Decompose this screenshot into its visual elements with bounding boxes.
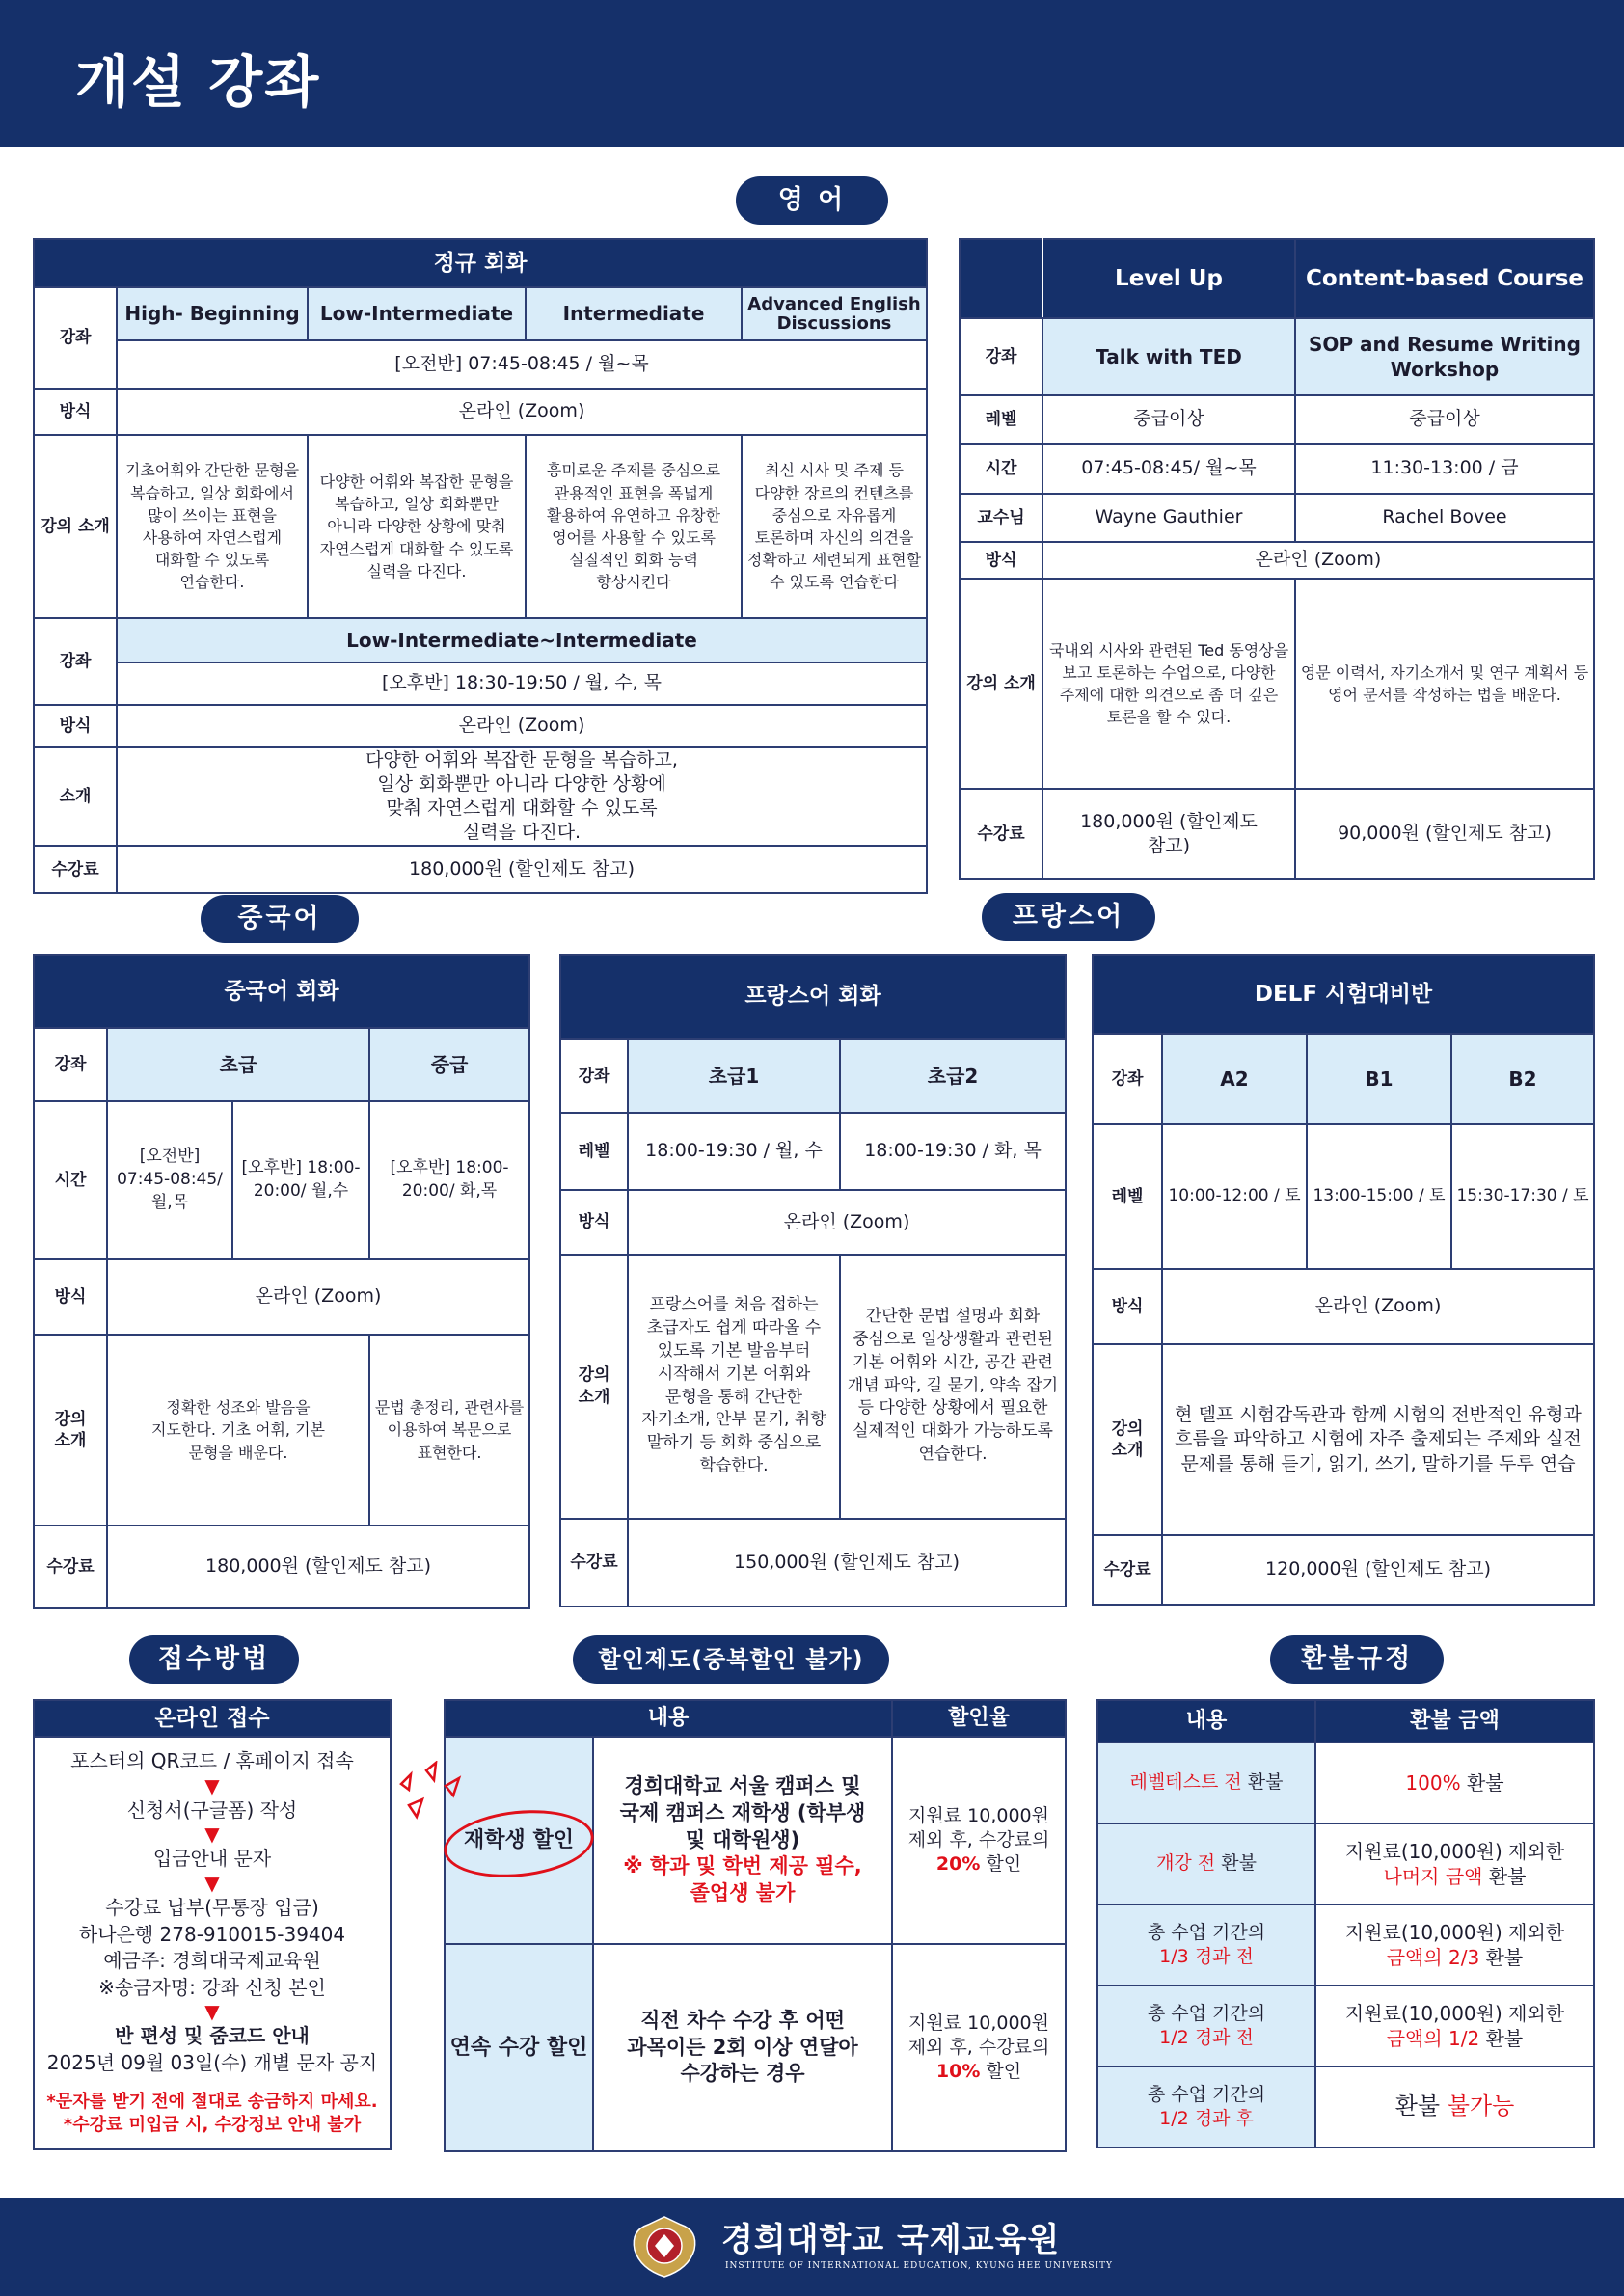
label-time: 시간 [34, 1101, 107, 1259]
apply-steps [34, 1737, 391, 2149]
delf-table [1092, 954, 1595, 1606]
label-method: 방식 [34, 389, 117, 435]
payment-holder: 예금주: 경희대국제교육원 [103, 1949, 321, 1973]
discount-content-consecutive: 직전 차수 수강 후 어떤 과목이든 2회 이상 연달아 수강하는 경우 [593, 1944, 892, 2151]
label-level: 레벨 [560, 1113, 628, 1189]
label-intro: 강의 소개 [34, 1335, 107, 1526]
level-beginner-1: 18:00-19:30 / 월, 수 [628, 1113, 840, 1189]
evening-course: Low-Intermediate~Intermediate [117, 618, 927, 662]
discount-student-desc: 경희대학교 서울 캠퍼스 및 국제 캠퍼스 재학생 (학부생 및 대학원생) [619, 1774, 866, 1851]
section-pill-refund: 환불규정 [1270, 1635, 1444, 1684]
section-pill-discount: 할인제도(중복할인 불가) [573, 1635, 889, 1684]
sparkle-doodle-icon [390, 1761, 469, 1823]
label-fee: 수강료 [960, 789, 1042, 879]
level-sop: 중급이상 [1295, 395, 1594, 444]
apply-title: 온라인 접수 [34, 1700, 391, 1737]
refund-amount-5: 환불 불가능 [1315, 2066, 1594, 2147]
fee-sop: 90,000원 (할인제도 참고) [1295, 789, 1594, 879]
label-level: 레벨 [1093, 1124, 1162, 1269]
time-morning: [오전반] 07:45-08:45/ 월,목 [107, 1101, 232, 1259]
discount-rate-student [892, 1737, 1066, 1944]
label-method: 방식 [1093, 1269, 1162, 1344]
discount-rate-desc: 지원료 10,000원 제외 후, 수강료의 [907, 2012, 1050, 2058]
label-course: 강좌 [560, 1039, 628, 1113]
section-pill-chinese: 중국어 [201, 895, 359, 943]
refund-amount-1: 100% 환불 [1315, 1742, 1594, 1823]
course-b2: B2 [1451, 1034, 1594, 1124]
label-fee: 수강료 [1093, 1535, 1162, 1605]
discount-rate-desc: 지원료 10,000원 제외 후, 수강료의 [907, 1804, 1050, 1850]
method-value: 온라인 (Zoom) [117, 389, 927, 435]
label-level: 레벨 [960, 395, 1042, 444]
intro-beginner-1: 프랑스어를 처음 접하는 초급자도 쉽게 따라올 수 있도록 기본 발음부터 시작해서 기본 어휘와 문형을 통해 간단한 자기소개, 안부 묻기, 취향 말하기 등 회화 중심으로 학습한다. [628, 1255, 840, 1519]
section-pill-french: 프랑스어 [982, 893, 1155, 941]
label-fee: 수강료 [34, 846, 117, 893]
label-method: 방식 [560, 1190, 628, 1255]
label-fee: 수강료 [560, 1519, 628, 1607]
teacher-ted: Wayne Gauthier [1042, 494, 1295, 542]
discount-header-rate: 할인율 [892, 1700, 1066, 1737]
discount-header-content: 내용 [445, 1700, 892, 1737]
payment-account: 하나은행 278-910015-39404 [78, 1922, 346, 1946]
discount-table [444, 1699, 1067, 2152]
level-beginner-2: 18:00-19:30 / 화, 목 [840, 1113, 1066, 1189]
discount-content-student [593, 1737, 892, 1944]
label-intro: 강의 소개 [1093, 1344, 1162, 1535]
payment-title: 수강료 납부(무통장 입금) [105, 1895, 319, 1919]
label-course: 강좌 [960, 318, 1042, 395]
course-beginner-1: 초급1 [628, 1039, 840, 1113]
course-b1: B1 [1307, 1034, 1451, 1124]
discount-rate-suffix: 할인 [986, 1853, 1022, 1876]
university-seal-icon [629, 2211, 700, 2281]
special-method: 온라인 (Zoom) [1042, 542, 1594, 579]
label-fee: 수강료 [34, 1526, 107, 1608]
course-low-intermediate: Low-Intermediate [308, 287, 526, 340]
section-pill-english: 영 어 [736, 176, 888, 225]
intro-low-intermediate: 다양한 어휘와 복잡한 문형을 복습하고, 일상 회화뿐만 아니라 다양한 상황에 맞춰 자연스럽게 대화할 수 있도록 실력을 다진다. [308, 435, 526, 618]
course-beginner-2: 초급2 [840, 1039, 1066, 1113]
refund-cond-4: 총 수업 기간의 1/2 경과 전 [1097, 1985, 1315, 2066]
chinese-fee: 180,000원 (할인제도 참고) [107, 1526, 529, 1608]
english-regular-fee: 180,000원 (할인제도 참고) [117, 846, 927, 893]
refund-cond-3: 총 수업 기간의 1/3 경과 전 [1097, 1904, 1315, 1985]
intro-beginner: 정확한 성조와 발음을 지도한다. 기초 어휘, 기본 문형을 배운다. [107, 1335, 369, 1526]
french-fee: 150,000원 (할인제도 참고) [628, 1519, 1066, 1607]
refund-header-amount: 환불 금액 [1315, 1700, 1594, 1742]
discount-label-consecutive: 연속 수강 할인 [445, 1944, 593, 2151]
label-intro: 강의 소개 [960, 579, 1042, 789]
delf-title: DELF 시험대비반 [1093, 955, 1594, 1034]
refund-cond-1: 레벨테스트 전 환불 [1097, 1742, 1315, 1823]
level-ted: 중급이상 [1042, 395, 1295, 444]
header-content-based: Content-based Course [1295, 239, 1594, 318]
header-level-up: Level Up [1042, 239, 1295, 318]
arrow-down-icon: ▼ [204, 1773, 220, 1797]
notice-date: 2025년 09월 03일(수) 개별 문자 공지 [46, 2050, 378, 2074]
label-course-evening: 강좌 [34, 618, 117, 705]
course-sop-resume: SOP and Resume Writing Workshop [1295, 318, 1594, 395]
payment-sender-note: ※송금자명: 강좌 신청 본인 [98, 1975, 326, 1999]
course-high-beginning: High- Beginning [117, 287, 308, 340]
header-bar [0, 0, 1624, 147]
intro-ted: 국내외 시사와 관련된 Ted 동영상을 보고 토론하는 수업으로, 다양한 주제에 대한 의견으로 좀 더 깊은 토론을 할 수 있다. [1042, 579, 1295, 789]
course-intermediate: 중급 [369, 1028, 529, 1101]
time-sop: 11:30-13:00 / 금 [1295, 444, 1594, 494]
intro-advanced: 최신 시사 및 주제 등 다양한 장르의 컨텐츠를 중심으로 자유롭게 토론하며 자신의 의견을 정확하고 세련되게 표현할 수 있도록 연습한다 [742, 435, 927, 618]
intro-intermediate: 흥미로운 주제를 중심으로 관용적인 표현을 폭넓게 활용하여 유연하고 유창한 영어를 사용할 수 있도록 실질적인 회화 능력 향상시킨다 [526, 435, 742, 618]
apply-table [33, 1699, 392, 2150]
footer-institute-subtitle: INSTITUTE OF INTERNATIONAL EDUCATION, KYUNG HEE UNIVERSITY [725, 2261, 1113, 2271]
label-intro: 강의 소개 [560, 1255, 628, 1519]
evening-method: 온라인 (Zoom) [117, 705, 927, 747]
step-form: 신청서(구글폼) 작성 [126, 1797, 298, 1822]
chinese-method: 온라인 (Zoom) [107, 1259, 529, 1335]
label-method: 방식 [960, 542, 1042, 579]
label-course: 강좌 [1093, 1034, 1162, 1124]
course-beginner: 초급 [107, 1028, 369, 1101]
notice-title: 반 편성 및 줌코드 안내 [115, 2024, 310, 2048]
discount-label-student: 재학생 할인 [445, 1737, 593, 1944]
evening-intro: 다양한 어휘와 복잡한 문형을 복습하고, 일상 회화뿐만 아니라 다양한 상황에 맞춰 자연스럽게 대화할 수 있도록 실력을 다진다. [117, 747, 927, 846]
label-method-evening: 방식 [34, 705, 117, 747]
intro-high-beginning: 기초어휘와 간단한 문형을 복습하고, 일상 회화에서 많이 쓰이는 표현을 사용하여 자연스럽게 대화할 수 있도록 연습한다. [117, 435, 308, 618]
fee-ted: 180,000원 (할인제도 참고) [1042, 789, 1295, 879]
delf-method: 온라인 (Zoom) [1162, 1269, 1594, 1344]
time-evening-2: [오후반] 18:00-20:00/ 화,목 [369, 1101, 529, 1259]
evening-schedule: [오후반] 18:30-19:50 / 월, 수, 목 [117, 662, 927, 705]
warning-no-transfer: *문자를 받기 전에 절대로 송금하지 마세요. [46, 2091, 378, 2112]
step-qr: 포스터의 QR코드 / 홈페이지 접속 [70, 1749, 354, 1773]
arrow-down-icon: ▼ [204, 1823, 220, 1847]
label-course: 강좌 [34, 287, 117, 389]
discount-rate-value: 20% [935, 1853, 981, 1876]
page-title: 개설 강좌 [75, 49, 321, 115]
english-regular-title: 정규 회화 [34, 239, 927, 287]
label-course: 강좌 [34, 1028, 107, 1101]
refund-table [1096, 1699, 1595, 2148]
delf-intro: 현 델프 시험감독관과 함께 시험의 전반적인 유형과 흐름을 파악하고 시험에 자주 출제되는 주제와 실전 문제를 통해 듣기, 읽기, 쓰기, 말하기를 두루 연습 [1162, 1344, 1594, 1535]
english-regular-table [33, 238, 928, 894]
arrow-down-icon: ▼ [204, 1871, 220, 1895]
discount-student-note: ※ 학과 및 학번 제공 필수, 졸업생 불가 [623, 1854, 862, 1905]
time-evening-1: [오후반] 18:00-20:00/ 월,수 [232, 1101, 369, 1259]
refund-amount-2: 지원료(10,000원) 제외한 나머지 금액 환불 [1315, 1823, 1594, 1904]
label-time: 시간 [960, 444, 1042, 494]
refund-amount-3: 지원료(10,000원) 제외한 금액의 2/3 환불 [1315, 1904, 1594, 1985]
section-pill-apply: 접수방법 [129, 1635, 299, 1684]
warning-unpaid: *수강료 미입금 시, 수강정보 안내 불가 [63, 2115, 362, 2136]
intro-intermediate: 문법 총정리, 관련사를 이용하여 복문으로 표현한다. [369, 1335, 529, 1526]
english-special-table [959, 238, 1595, 880]
course-talk-with-ted: Talk with TED [1042, 318, 1295, 395]
level-b2: 15:30-17:30 / 토 [1451, 1124, 1594, 1269]
step-sms: 입금안내 문자 [152, 1847, 272, 1871]
course-advanced: Advanced English Discussions [742, 287, 927, 340]
delf-fee: 120,000원 (할인제도 참고) [1162, 1535, 1594, 1605]
level-a2: 10:00-12:00 / 토 [1162, 1124, 1307, 1269]
discount-rate-suffix: 할인 [986, 2061, 1022, 2083]
french-method: 온라인 (Zoom) [628, 1190, 1066, 1255]
intro-sop: 영문 이력서, 자기소개서 및 연구 계획서 등 영어 문서를 작성하는 법을 배운다. [1295, 579, 1594, 789]
refund-cond-5: 총 수업 기간의 1/2 경과 후 [1097, 2066, 1315, 2147]
intro-beginner-2: 간단한 문법 설명과 회화 중심으로 일상생활과 관련된 기본 어휘와 시간, 공간 관련 개념 파악, 길 묻기, 약속 잡기 등 다양한 상황에서 필요한 실제적인 대화가 가능하도록 연습한다. [840, 1255, 1066, 1519]
footer-institute-name: 경희대학교 국제교육원 [721, 2221, 1061, 2259]
discount-rate-value: 10% [935, 2061, 981, 2083]
label-teacher: 교수님 [960, 494, 1042, 542]
course-a2: A2 [1162, 1034, 1307, 1124]
level-b1: 13:00-15:00 / 토 [1307, 1124, 1451, 1269]
arrow-down-icon: ▼ [204, 2000, 220, 2024]
label-intro: 강의 소개 [34, 435, 117, 618]
french-table [559, 954, 1067, 1607]
refund-amount-4: 지원료(10,000원) 제외한 금액의 1/2 환불 [1315, 1985, 1594, 2066]
footer-bar [0, 2198, 1624, 2296]
refund-cond-2: 개강 전 환불 [1097, 1823, 1315, 1904]
time-ted: 07:45-08:45/ 월~목 [1042, 444, 1295, 494]
chinese-table [33, 954, 530, 1609]
refund-header-content: 내용 [1097, 1700, 1315, 1742]
label-intro-evening: 소개 [34, 747, 117, 846]
label-method: 방식 [34, 1259, 107, 1335]
course-intermediate: Intermediate [526, 287, 742, 340]
chinese-title: 중국어 회화 [34, 955, 529, 1028]
french-title: 프랑스어 회화 [560, 955, 1066, 1039]
morning-schedule: [오전반] 07:45-08:45 / 월~목 [117, 340, 927, 389]
discount-rate-consecutive [892, 1944, 1066, 2151]
teacher-sop: Rachel Bovee [1295, 494, 1594, 542]
